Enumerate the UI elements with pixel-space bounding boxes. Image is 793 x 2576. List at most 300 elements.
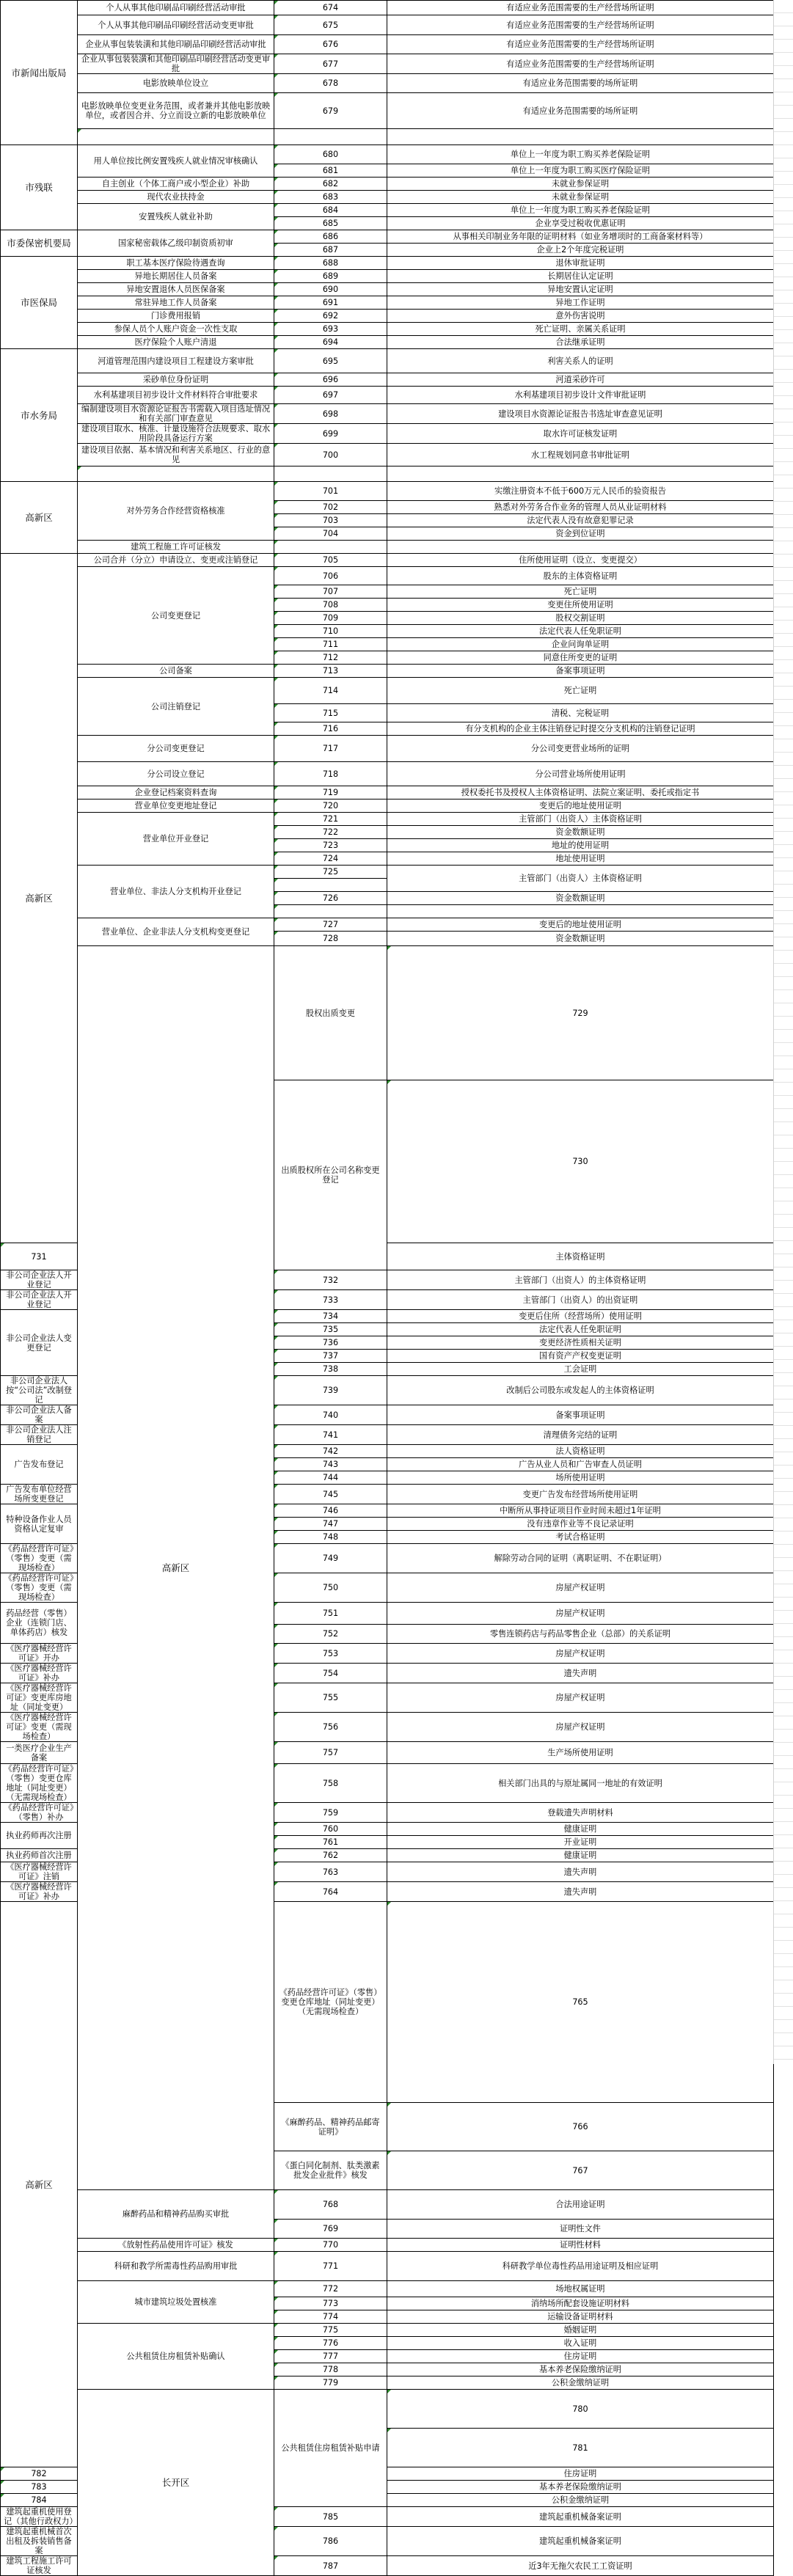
serial-number-cell: 693: [274, 323, 387, 336]
service-item-cell: 公共租赁住房租赁补贴确认: [78, 2324, 274, 2390]
required-material-cell: 建筑起重机械备案证明: [387, 2527, 774, 2556]
required-material-cell: [274, 466, 387, 482]
service-item-cell: 分公司设立登记: [78, 762, 274, 786]
service-item-cell: 一类医疗企业生产备案: [1, 1742, 78, 1764]
serial-number-cell: 680: [274, 145, 387, 164]
serial-number-cell: 770: [274, 2239, 387, 2252]
required-material-cell: 未就业参保证明: [387, 191, 774, 204]
serial-number-cell: 714: [274, 678, 387, 704]
required-material-cell: 广告从业人员和广告审查人员证明: [387, 1458, 774, 1471]
serial-number-cell: 717: [274, 736, 387, 762]
table-row: [1, 866, 774, 879]
required-material-cell: 主管部门（出资人）的主体资格证明: [387, 1270, 774, 1290]
required-material-cell: 科研教学单位毒性药品用途证明及相应证明: [387, 2252, 774, 2281]
required-material-cell: 没有违章作业等不良记录证明: [387, 1518, 774, 1531]
table-row: [1, 257, 774, 270]
service-item-cell: 《药品经营许可证》（零售）补办: [1, 1803, 78, 1823]
required-material-cell: 主管部门（出资人）的出资证明: [387, 1290, 774, 1310]
serial-number-cell: 741: [274, 1425, 387, 1445]
serial-number-cell: 729: [387, 946, 774, 1080]
serial-number-cell: [78, 466, 274, 482]
required-material-cell: 婚姻证明: [387, 2324, 774, 2337]
table-row: [1, 1, 774, 15]
required-material-cell: 资金数额证明: [387, 892, 774, 905]
serial-number-cell: 711: [274, 638, 387, 651]
service-item-cell: 建设项目取水、核准、计量设施符合法规要求、取水用阶段具备运行方案: [78, 424, 274, 444]
required-material-cell: 清理债务完结的证明: [387, 1425, 774, 1445]
required-material-cell: 长期居住认定证明: [387, 270, 774, 283]
required-material-cell: 地址使用证明: [387, 852, 774, 866]
required-material-cell: 有适应业务范围需要的场所证明: [387, 93, 774, 129]
required-material-cell: 变更广告发布经营场所使用证明: [387, 1485, 774, 1504]
serial-number-cell: 773: [274, 2297, 387, 2310]
serial-number-cell: 683: [274, 191, 387, 204]
serial-number-cell: 743: [274, 1458, 387, 1471]
department-cell: 长开区: [78, 2390, 274, 2576]
serial-number-cell: 733: [274, 1290, 387, 1310]
required-material-cell: 水利基建项目初步设计文件审批证明: [387, 387, 774, 404]
service-item-cell: 非公司企业法人按“公司法”改制登记: [1, 1376, 78, 1405]
required-material-cell: 基本养老保险缴纳证明: [387, 2363, 774, 2376]
service-item-cell: 城市建筑垃圾处置核准: [78, 2281, 274, 2324]
serial-number-cell: 730: [387, 1080, 774, 1243]
required-material-cell: 变更住所使用证明: [387, 599, 774, 612]
table-row: [1, 482, 774, 501]
serial-number-cell: 772: [274, 2281, 387, 2297]
required-material-cell: 分公司营业场所使用证明: [387, 762, 774, 786]
serial-number-cell: [274, 905, 387, 918]
serial-number-cell: 695: [274, 349, 387, 373]
service-item-cell: 河道管理范围内建设项目工程建设方案审批: [78, 349, 274, 373]
table-row: [1, 230, 774, 244]
required-material-cell: 变更后住所（经营场所）使用证明: [387, 1310, 774, 1323]
service-item-cell: 《麻醉药品、精神药品邮寄证明》: [274, 2103, 387, 2151]
service-item-cell: 营业单位、企业非法人分支机构变更登记: [78, 918, 274, 946]
serial-number-cell: 684: [274, 204, 387, 217]
required-material-cell: 企业上2个年度完税证明: [387, 244, 774, 257]
service-item-cell: 《医疗器械经营许可证》注销: [1, 1862, 78, 1882]
serial-number-cell: 703: [274, 514, 387, 527]
serial-number-cell: 724: [274, 852, 387, 866]
service-item-cell: 建筑起重机使用登记（其他行政权力）: [1, 2507, 78, 2527]
service-item-cell: 个人从事其他印刷品印刷经营活动变更审批: [78, 15, 274, 35]
serial-number-cell: 674: [274, 1, 387, 15]
table-row: [1, 296, 774, 310]
table-row: [1, 404, 774, 424]
serial-number-cell: 783: [1, 2481, 78, 2494]
serial-number-cell: 746: [274, 1504, 387, 1518]
service-item-cell: 企业登记档案资料查询: [78, 786, 274, 799]
required-material-cell: 遗失声明: [387, 1664, 774, 1683]
serial-number-cell: 785: [274, 2507, 387, 2527]
serial-number-cell: 719: [274, 786, 387, 799]
serial-number-cell: [274, 879, 387, 892]
service-item-cell: 自主创业（个体工商户或小型企业）补助: [78, 178, 274, 191]
required-material-cell: 股东的主体资格证明: [387, 567, 774, 585]
table-row: [1, 270, 774, 283]
table-row: [1, 762, 774, 786]
required-material-cell: 死亡证明、亲属关系证明: [387, 323, 774, 336]
service-item-cell: 营业单位变更地址登记: [78, 799, 274, 813]
required-material-cell: 解除劳动合同的证明（离职证明、不在职证明）: [387, 1544, 774, 1573]
serial-number-cell: 710: [274, 625, 387, 638]
service-item-cell: 公司注销登记: [78, 678, 274, 736]
serial-number-cell: 742: [274, 1445, 387, 1458]
table-row: [1, 786, 774, 799]
serial-number-cell: 675: [274, 15, 387, 35]
department-cell: 高新区: [1, 482, 78, 554]
table-row: [1, 54, 774, 74]
required-material-cell: 国有资产产权变更证明: [387, 1350, 774, 1363]
service-item-cell: 电影放映单位设立: [78, 74, 274, 93]
service-item-cell: 《医疗器械经营许可证》补办: [1, 1882, 78, 1902]
required-material-cell: 公积金缴纳证明: [387, 2376, 774, 2390]
service-item-cell: 麻醉药品和精神药品购买审批: [78, 2190, 274, 2239]
serial-number-cell: 763: [274, 1862, 387, 1882]
table-row: [1, 567, 774, 585]
required-material-cell: 主管部门（出资人）主体资格证明: [387, 866, 774, 892]
service-item-cell: 非公司企业法人备案: [1, 1405, 78, 1425]
required-material-cell: 房屋产权证明: [387, 1644, 774, 1664]
required-material-cell: 有适应业务范围需要的生产经营场所证明: [387, 15, 774, 35]
serial-number-cell: 777: [274, 2350, 387, 2363]
table-row: [1, 145, 774, 164]
service-item-cell: 职工基本医疗保险待遇查询: [78, 257, 274, 270]
required-material-cell: 建筑起重机械备案证明: [387, 2507, 774, 2527]
serial-number-cell: 784: [1, 2494, 78, 2507]
required-material-cell: 变更后的地址使用证明: [387, 799, 774, 813]
service-item-cell: 股权出质变更: [274, 946, 387, 1080]
department-cell: 市医保局: [1, 257, 78, 349]
serial-number-cell: 736: [274, 1336, 387, 1350]
table-row: [1, 2190, 774, 2220]
serial-number-cell: 787: [274, 2556, 387, 2576]
service-item-cell: 执业药师首次注册: [1, 1849, 78, 1862]
required-material-cell: 意外伤害说明: [387, 310, 774, 323]
required-material-cell: 同意住所变更的证明: [387, 651, 774, 665]
service-item-cell: 出质股权所在公司名称变更登记: [274, 1080, 387, 1270]
required-material-cell: 运输设备证明材料: [387, 2310, 774, 2324]
serial-number-cell: 780: [387, 2390, 774, 2429]
required-material-cell: 资金到位证明: [387, 527, 774, 541]
required-material-cell: 公积金缴纳证明: [387, 2494, 774, 2507]
serial-number-cell: 725: [274, 866, 387, 879]
required-material-cell: 资金数额证明: [387, 932, 774, 946]
required-material-cell: 基本养老保险缴纳证明: [387, 2481, 774, 2494]
required-material-cell: 健康证明: [387, 1849, 774, 1862]
service-item-cell: 《医疗器械经营许可证》开办: [1, 1644, 78, 1664]
table-row: [1, 799, 774, 813]
service-item-cell: 建筑起重机械首次出租及拆装销售备案: [1, 2527, 78, 2556]
required-material-cell: 有适应业务范围需要的生产经营场所证明: [387, 54, 774, 74]
required-material-cell: 备案事项证明: [387, 665, 774, 678]
service-item-cell: 建设项目依据、基本情况和利害关系地区、行业的意见: [78, 444, 274, 466]
serial-number-cell: [274, 541, 387, 554]
required-material-cell: 有适应业务范围需要的生产经营场所证明: [387, 1, 774, 15]
table-row: [1, 665, 774, 678]
serial-number-cell: 775: [274, 2324, 387, 2337]
serial-number-cell: 697: [274, 387, 387, 404]
required-material-cell: 水工程规划同意书审批证明: [387, 444, 774, 466]
service-item-cell: 广告发布登记: [1, 1445, 78, 1485]
required-material-cell: 零售连锁药店与药品零售企业（总部）的关系证明: [387, 1625, 774, 1644]
required-material-cell: 异地工作证明: [387, 296, 774, 310]
serial-number-cell: 721: [274, 813, 387, 826]
serial-number-cell: 737: [274, 1350, 387, 1363]
service-item-cell: 编制建设项目水资源论证报告书需载入项目选址情况和有关部门审查意见: [78, 404, 274, 424]
serial-number-cell: 774: [274, 2310, 387, 2324]
serial-number-cell: 679: [274, 93, 387, 129]
serial-number-cell: 713: [274, 665, 387, 678]
table-row: [1, 541, 774, 554]
required-material-cell: [387, 905, 774, 918]
required-material-cell: 登载遗失声明材料: [387, 1803, 774, 1823]
service-item-cell: 异地长期居住人员备案: [78, 270, 274, 283]
service-item-cell: 建筑工程施工许可证核发: [1, 2556, 78, 2576]
service-item-cell: 公司备案: [78, 665, 274, 678]
required-material-cell: 死亡证明: [387, 585, 774, 599]
required-material-cell: [274, 129, 387, 145]
department-cell: 市水务局: [1, 349, 78, 482]
required-material-cell: 利害关系人的证明: [387, 349, 774, 373]
service-item-cell: 非公司企业法人开业登记: [1, 1270, 78, 1290]
serial-number-cell: 747: [274, 1518, 387, 1531]
table-row: [1, 129, 774, 145]
serial-number-cell: 694: [274, 336, 387, 349]
required-material-cell: 住所使用证明（设立、变更提交）: [387, 554, 774, 567]
required-material-cell: 熟悉对外劳务合作业务的管理人员从业证明材料: [387, 501, 774, 514]
required-material-cell: 法定代表人任免职证明: [387, 1323, 774, 1336]
service-item-cell: 公共租赁住房租赁补贴申请: [274, 2390, 387, 2507]
service-item-cell: 分公司变更登记: [78, 736, 274, 762]
serial-number-cell: 751: [274, 1603, 387, 1625]
table-row: [1, 373, 774, 387]
serial-number-cell: [78, 129, 274, 145]
service-item-cell: 安置残疾人就业补助: [78, 204, 274, 230]
serial-number-cell: 781: [387, 2429, 774, 2467]
service-item-cell: 水利基建项目初步设计文件材料符合审批要求: [78, 387, 274, 404]
serial-number-cell: 782: [1, 2467, 78, 2481]
table-row: [1, 387, 774, 404]
serial-number-cell: 715: [274, 704, 387, 722]
serial-number-cell: 778: [274, 2363, 387, 2376]
table-row: [1, 2324, 774, 2337]
service-item-cell: 门诊费用报销: [78, 310, 274, 323]
table-row: [1, 678, 774, 704]
service-item-cell: 异地安置退休人员医保备案: [78, 283, 274, 296]
required-material-cell: 相关部门出具的与原址属同一地址的有效证明: [387, 1764, 774, 1803]
service-item-cell: 企业从事包装装潢和其他印刷品印刷经营活动变更审批: [78, 54, 274, 74]
serial-number-cell: 682: [274, 178, 387, 191]
table-row: [1, 2239, 774, 2252]
service-item-cell: 《药品经营许可证》（零售）变更仓库地址（同址变更）（无需现场检查）: [274, 1902, 387, 2103]
serial-number-cell: 748: [274, 1531, 387, 1544]
table-row: [1, 74, 774, 93]
spreadsheet-next-column: [773, 0, 793, 2064]
required-material-cell: 分公司变更营业场所的证明: [387, 736, 774, 762]
serial-number-cell: 738: [274, 1363, 387, 1376]
required-material-cell: 备案事项证明: [387, 1405, 774, 1425]
department-cell: 市委保密机要局: [1, 230, 78, 257]
required-material-cell: 遗失声明: [387, 1862, 774, 1882]
serial-number-cell: 753: [274, 1644, 387, 1664]
service-item-cell: 现代农业扶持金: [78, 191, 274, 204]
department-cell: 市残联: [1, 145, 78, 230]
serial-number-cell: 761: [274, 1836, 387, 1849]
serial-number-cell: 786: [274, 2527, 387, 2556]
table-row: [1, 736, 774, 762]
table-row: [1, 813, 774, 826]
serial-number-cell: 766: [387, 2103, 774, 2151]
required-material-cell: 清税、完税证明: [387, 704, 774, 722]
serial-number-cell: 732: [274, 1270, 387, 1290]
required-material-cell: [387, 541, 774, 554]
serial-number-cell: 681: [274, 164, 387, 178]
required-material-cell: 有适应业务范围需要的生产经营场所证明: [387, 35, 774, 54]
table-row: [1, 310, 774, 323]
required-material-cell: 实缴注册资本不低于600万元人民币的验资报告: [387, 482, 774, 501]
required-material-cell: 合法用途证明: [387, 2190, 774, 2220]
service-item-cell: 非公司企业法人注销登记: [1, 1425, 78, 1445]
table-row: [1, 323, 774, 336]
service-item-cell: 特种设备作业人员资格认定复审: [1, 1504, 78, 1544]
serial-number-cell: 709: [274, 612, 387, 625]
serial-number-cell: 758: [274, 1764, 387, 1803]
serial-number-cell: 744: [274, 1471, 387, 1485]
required-material-cell: 证明性文件: [387, 2220, 774, 2239]
serial-number-cell: 771: [274, 2252, 387, 2281]
required-material-cell: 有适应业务范围需要的场所证明: [387, 74, 774, 93]
serial-number-cell: 755: [274, 1683, 387, 1713]
serial-number-cell: 718: [274, 762, 387, 786]
serial-number-cell: 776: [274, 2337, 387, 2350]
serial-number-cell: 691: [274, 296, 387, 310]
department-cell: 市新闻出版局: [1, 1, 78, 145]
required-material-cell: 场所使用证明: [387, 1471, 774, 1485]
serial-number-cell: 676: [274, 35, 387, 54]
service-item-cell: 《药品经营许可证》（零售）变更（需现场检查）: [1, 1573, 78, 1603]
table-row: [1, 2252, 774, 2281]
service-item-cell: 《放射性药品使用许可证》核发: [78, 2239, 274, 2252]
serial-number-cell: 685: [274, 217, 387, 230]
service-item-cell: 企业从事包装装潢和其他印刷品印刷经营活动审批: [78, 35, 274, 54]
serial-number-cell: 749: [274, 1544, 387, 1573]
required-material-cell: 变更后的地址使用证明: [387, 918, 774, 932]
serial-number-cell: 731: [1, 1243, 78, 1270]
serial-number-cell: 726: [274, 892, 387, 905]
required-material-cell: 地址的使用证明: [387, 839, 774, 852]
service-item-cell: 营业单位、非法人分支机构开业登记: [78, 866, 274, 918]
required-material-cell: 中断所从事持证项目作业时间未超过1年证明: [387, 1504, 774, 1518]
serial-number-cell: 690: [274, 283, 387, 296]
service-item-cell: 公司合并（分立）申请设立、变更或注销登记: [78, 554, 274, 567]
serial-number-cell: 700: [274, 444, 387, 466]
required-material-cell: 变更经济性质相关证明: [387, 1336, 774, 1350]
service-item-cell: 《药品经营许可证》（零售）变更仓库地址（同址变更）（无需现场检查）: [1, 1764, 78, 1803]
service-item-cell: 《医疗器械经营许可证》变更库房地址（同址变更）: [1, 1683, 78, 1713]
required-material-cell: 法定代表人没有故意犯罪记录: [387, 514, 774, 527]
serial-number-cell: 764: [274, 1882, 387, 1902]
required-material-cell: 建设项目水资源论证报告书选址审查意见证明: [387, 404, 774, 424]
required-material-cell: 河道采砂许可: [387, 373, 774, 387]
serial-number-cell: 720: [274, 799, 387, 813]
service-item-cell: 个人从事其他印刷品印刷经营活动审批: [78, 1, 274, 15]
required-material-cell: 合法继承证明: [387, 336, 774, 349]
table-row: [1, 178, 774, 191]
required-material-cell: 场地权属证明: [387, 2281, 774, 2297]
serial-number-cell: 702: [274, 501, 387, 514]
service-item-cell: 执业药师再次注册: [1, 1823, 78, 1849]
serial-number-cell: 698: [274, 404, 387, 424]
required-material-cell: 开业证明: [387, 1836, 774, 1849]
service-item-cell: 药品经营（零售）企业（连锁门店、单体药店）核发: [1, 1603, 78, 1644]
serial-number-cell: 688: [274, 257, 387, 270]
service-item-cell: 公司变更登记: [78, 567, 274, 665]
service-item-cell: 科研和教学所需毒性药品购用审批: [78, 2252, 274, 2281]
serial-number-cell: 740: [274, 1405, 387, 1425]
required-material-cell: 异地安置认定证明: [387, 283, 774, 296]
service-item-cell: 《蛋白同化制剂、肽类激素批发企业批件》核发: [274, 2151, 387, 2190]
serial-number-cell: 686: [274, 230, 387, 244]
service-item-cell: 建筑工程施工许可证核发: [78, 541, 274, 554]
serial-number-cell: 696: [274, 373, 387, 387]
required-material-cell: 房屋产权证明: [387, 1603, 774, 1625]
department-cell: 高新区: [1, 554, 78, 1243]
table-row: [1, 204, 774, 217]
table-row: [1, 554, 774, 567]
required-material-cell: 改制后公司股东或发起人的主体资格证明: [387, 1376, 774, 1405]
serial-number-cell: 678: [274, 74, 387, 93]
table-row: [1, 466, 774, 482]
serial-number-cell: 756: [274, 1713, 387, 1742]
serial-number-cell: 735: [274, 1323, 387, 1336]
service-item-cell: 对外劳务合作经营资格核准: [78, 482, 274, 541]
table-row: [1, 93, 774, 129]
department-cell: 高新区: [78, 946, 274, 2190]
serial-number-cell: 754: [274, 1664, 387, 1683]
table-row: [1, 15, 774, 35]
required-material-cell: 生产场所使用证明: [387, 1742, 774, 1764]
table-row: [1, 444, 774, 466]
serial-number-cell: 728: [274, 932, 387, 946]
required-material-cell: 遗失声明: [387, 1882, 774, 1902]
serial-number-cell: 762: [274, 1849, 387, 1862]
table-row: [1, 336, 774, 349]
required-material-cell: 住房证明: [387, 2467, 774, 2481]
serial-number-cell: 722: [274, 826, 387, 839]
required-material-cell: 股权交割证明: [387, 612, 774, 625]
required-material-cell: 工会证明: [387, 1363, 774, 1376]
required-material-cell: 法定代表人任免职证明: [387, 625, 774, 638]
table-row: [1, 283, 774, 296]
required-material-cell: 主体资格证明: [387, 1243, 774, 1270]
service-item-cell: 常驻异地工作人员备案: [78, 296, 274, 310]
service-item-cell: 《医疗器械经营许可证》补办: [1, 1664, 78, 1683]
serial-number-cell: 734: [274, 1310, 387, 1323]
serial-number-cell: 760: [274, 1823, 387, 1836]
service-item-cell: 医疗保险个人账户清退: [78, 336, 274, 349]
serial-number-cell: 712: [274, 651, 387, 665]
serial-number-cell: 708: [274, 599, 387, 612]
serial-number-cell: 759: [274, 1803, 387, 1823]
required-material-cell: 健康证明: [387, 1823, 774, 1836]
serial-number-cell: 752: [274, 1625, 387, 1644]
serial-number-cell: 750: [274, 1573, 387, 1603]
serial-number-cell: 757: [274, 1742, 387, 1764]
required-material-cell: 资金数额证明: [387, 826, 774, 839]
required-material-cell: 退休审批证明: [387, 257, 774, 270]
required-material-cell: 考试合格证明: [387, 1531, 774, 1544]
